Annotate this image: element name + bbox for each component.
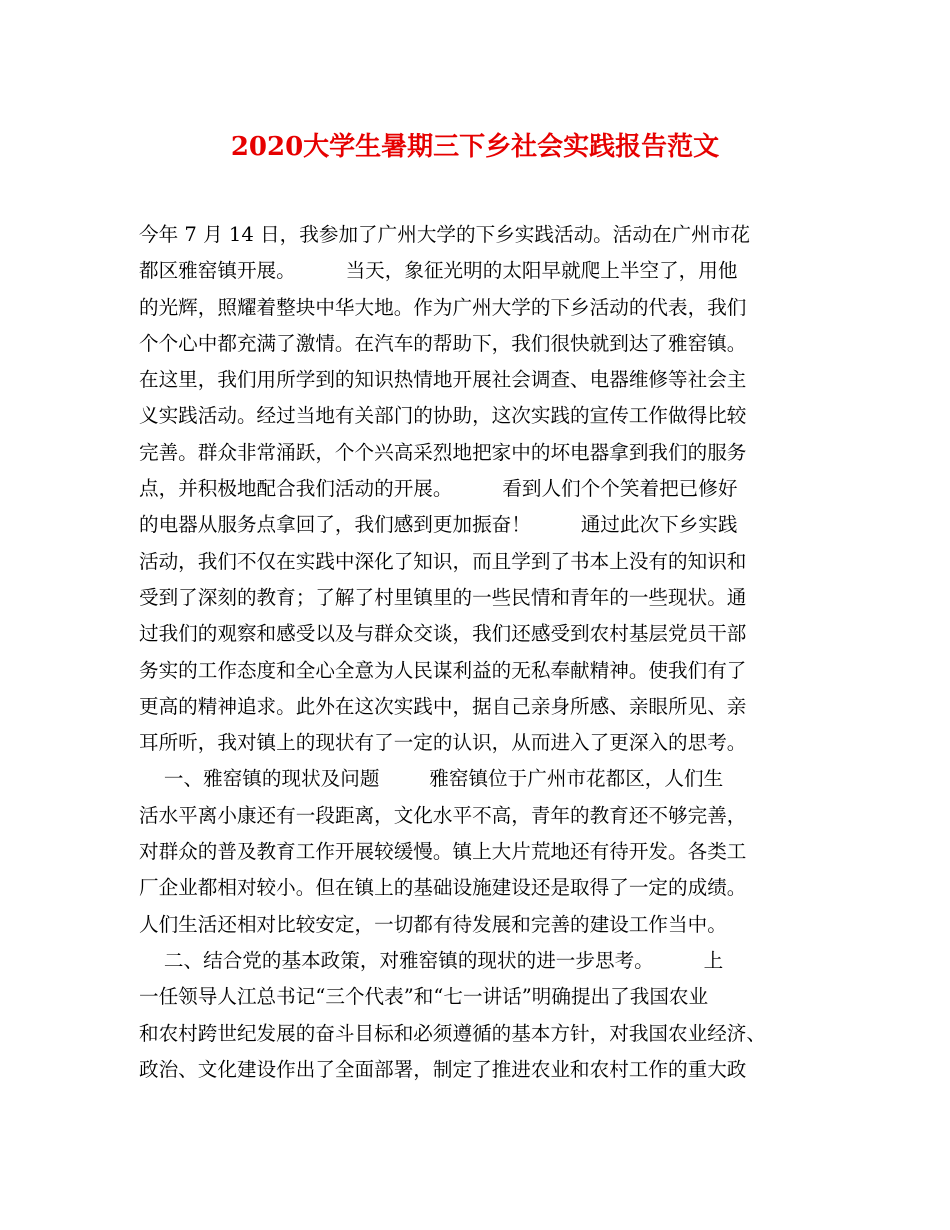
body-line: 今年 7 月 14 日，我参加了广州大学的下乡实践活动。活动在广州市花	[139, 223, 750, 246]
body-line: 完善。群众非常涌跃，个个兴高采烈地把家中的坏电器拿到我们的服务	[139, 440, 747, 464]
body-line: 活水平离小康还有一段距离，文化水平不高，青年的教育还不够完善，	[139, 803, 747, 827]
body-line: 受到了深刻的教育；了解了村里镇里的一些民情和青年的一些现状。通	[139, 585, 747, 609]
body-line: 一任领导人江总书记“三个代表”和“七一讲话”明确提出了我国农业	[139, 985, 709, 1009]
body-line: 二、结合党的基本政策，对雅窑镇的现状的进一步思考。 上	[139, 948, 724, 972]
body-line: 个个心中都充满了激情。在汽车的帮助下，我们很快就到达了雅窑镇。	[139, 331, 747, 355]
body-line: 在这里，我们用所学到的知识热情地开展社会调查、电器维修等社会主	[139, 368, 747, 392]
body-line: 活动，我们不仅在实践中深化了知识，而且学到了书本上没有的知识和	[139, 549, 747, 573]
body-line: 更高的精神追求。此外在这次实践中，据自己亲身所感、亲眼所见、亲	[139, 694, 747, 718]
body-line: 厂企业都相对较小。但在镇上的基础设施建设还是取得了一定的成绩。	[139, 876, 747, 900]
body-line: 义实践活动。经过当地有关部门的协助，这次实践的宣传工作做得比较	[139, 404, 747, 428]
body-line: 人们生活还相对比较安定，一切都有待发展和完善的建设工作当中。	[139, 912, 727, 936]
document-title: 2020大学生暑期三下乡社会实践报告范文	[230, 132, 720, 162]
body-line: 的光辉，照耀着整块中华大地。作为广州大学的下乡活动的代表，我们	[139, 295, 747, 319]
body-line: 一、雅窑镇的现状及问题 雅窑镇位于广州市花都区，人们生	[139, 767, 724, 791]
body-line: 的电器从服务点拿回了，我们感到更加振奋！ 通过此次下乡实践	[139, 513, 738, 537]
body-line: 和农村跨世纪发展的奋斗目标和必须遵循的基本方针，对我国农业经济、	[139, 1021, 766, 1045]
body-line: 务实的工作态度和全心全意为人民谋利益的无私奉献精神。使我们有了	[139, 658, 747, 682]
body-line: 点，并积极地配合我们活动的开展。 看到人们个个笑着把已修好	[139, 477, 738, 501]
body-line: 都区雅窑镇开展。 当天，象征光明的太阳早就爬上半空了，用他	[139, 259, 738, 283]
body-line: 政治、文化建设作出了全面部署，制定了推进农业和农村工作的重大政	[139, 1057, 747, 1081]
body-line: 过我们的观察和感受以及与群众交谈，我们还感受到农村基层党员干部	[139, 622, 747, 646]
document-body	[139, 217, 819, 1088]
body-line: 对群众的普及教育工作开展较缓慢。镇上大片荒地还有待开发。各类工	[139, 840, 747, 864]
body-line: 耳所听，我对镇上的现状有了一定的认识，从而进入了更深入的思考。	[139, 731, 747, 755]
